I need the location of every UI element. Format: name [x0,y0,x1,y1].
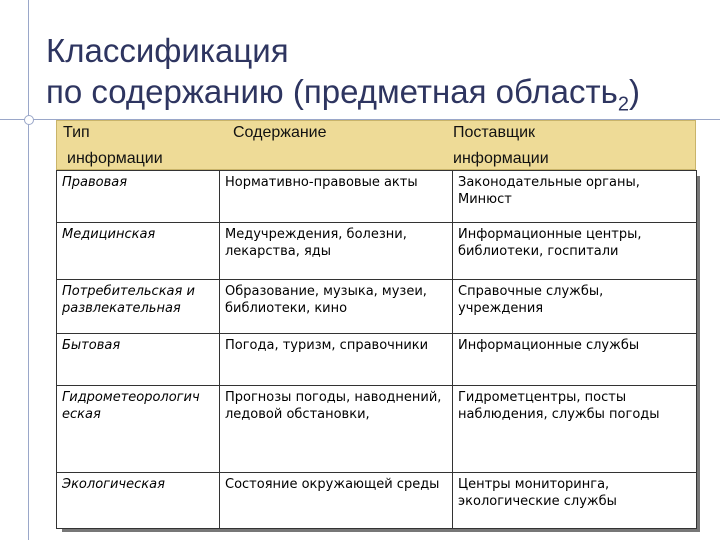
decorative-circle [24,115,34,125]
cell-content: Нормативно-правовые акты [220,171,453,223]
table-row [57,473,697,529]
header-content: Содержание [233,124,327,141]
table-row [57,386,697,473]
table-row [57,171,697,223]
cell-content: Образование, музыка, музеи, библиотеки, кино [220,280,453,334]
cell-type: Гидрометеорологич еская [57,386,220,473]
header-provider-line-2: информации [453,150,549,167]
table-row [57,334,697,386]
cell-provider: Центры мониторинга, экологические службы [453,473,697,529]
header-type-line-2: информации [67,150,163,167]
table-header [56,120,696,170]
cell-provider: Информационные центры, библиотеки, госпитали [453,223,697,280]
cell-type: Экологическая [57,473,220,529]
title-line-2-end: ) [628,73,640,110]
cell-type: Потребительская и развлекательная [57,280,220,334]
cell-provider: Информационные службы [453,334,697,386]
decorative-vertical-line [28,0,29,540]
cell-provider: Гидрометцентры, посты наблюдения, службы погоды [453,386,697,473]
cell-content: Состояние окружающей среды [220,473,453,529]
cell-type: Бытовая [57,334,220,386]
title-subscript: 2 [617,93,629,116]
table-row [57,280,697,334]
slide-title [46,30,716,126]
cell-provider: Справочные службы, учреждения [453,280,697,334]
table-row [57,223,697,280]
cell-content: Прогнозы погоды, наводнений, ледовой обстановки, [220,386,453,473]
header-type-line-1: Тип [63,124,90,141]
header-provider-line-1: Поставщик [453,124,536,141]
cell-content: Погода, туризм, справочники [220,334,453,386]
title-line-1: Классификация [46,32,289,69]
cell-provider: Законодательные органы, Минюст [453,171,697,223]
cell-content: Медучреждения, болезни, лекарства, яды [220,223,453,280]
title-line-2 [46,71,716,126]
cell-type: Медицинская [57,223,220,280]
cell-type: Правовая [57,171,220,223]
title-line-2-main: по содержанию (предметная область [46,73,618,110]
classification-table [56,170,697,529]
